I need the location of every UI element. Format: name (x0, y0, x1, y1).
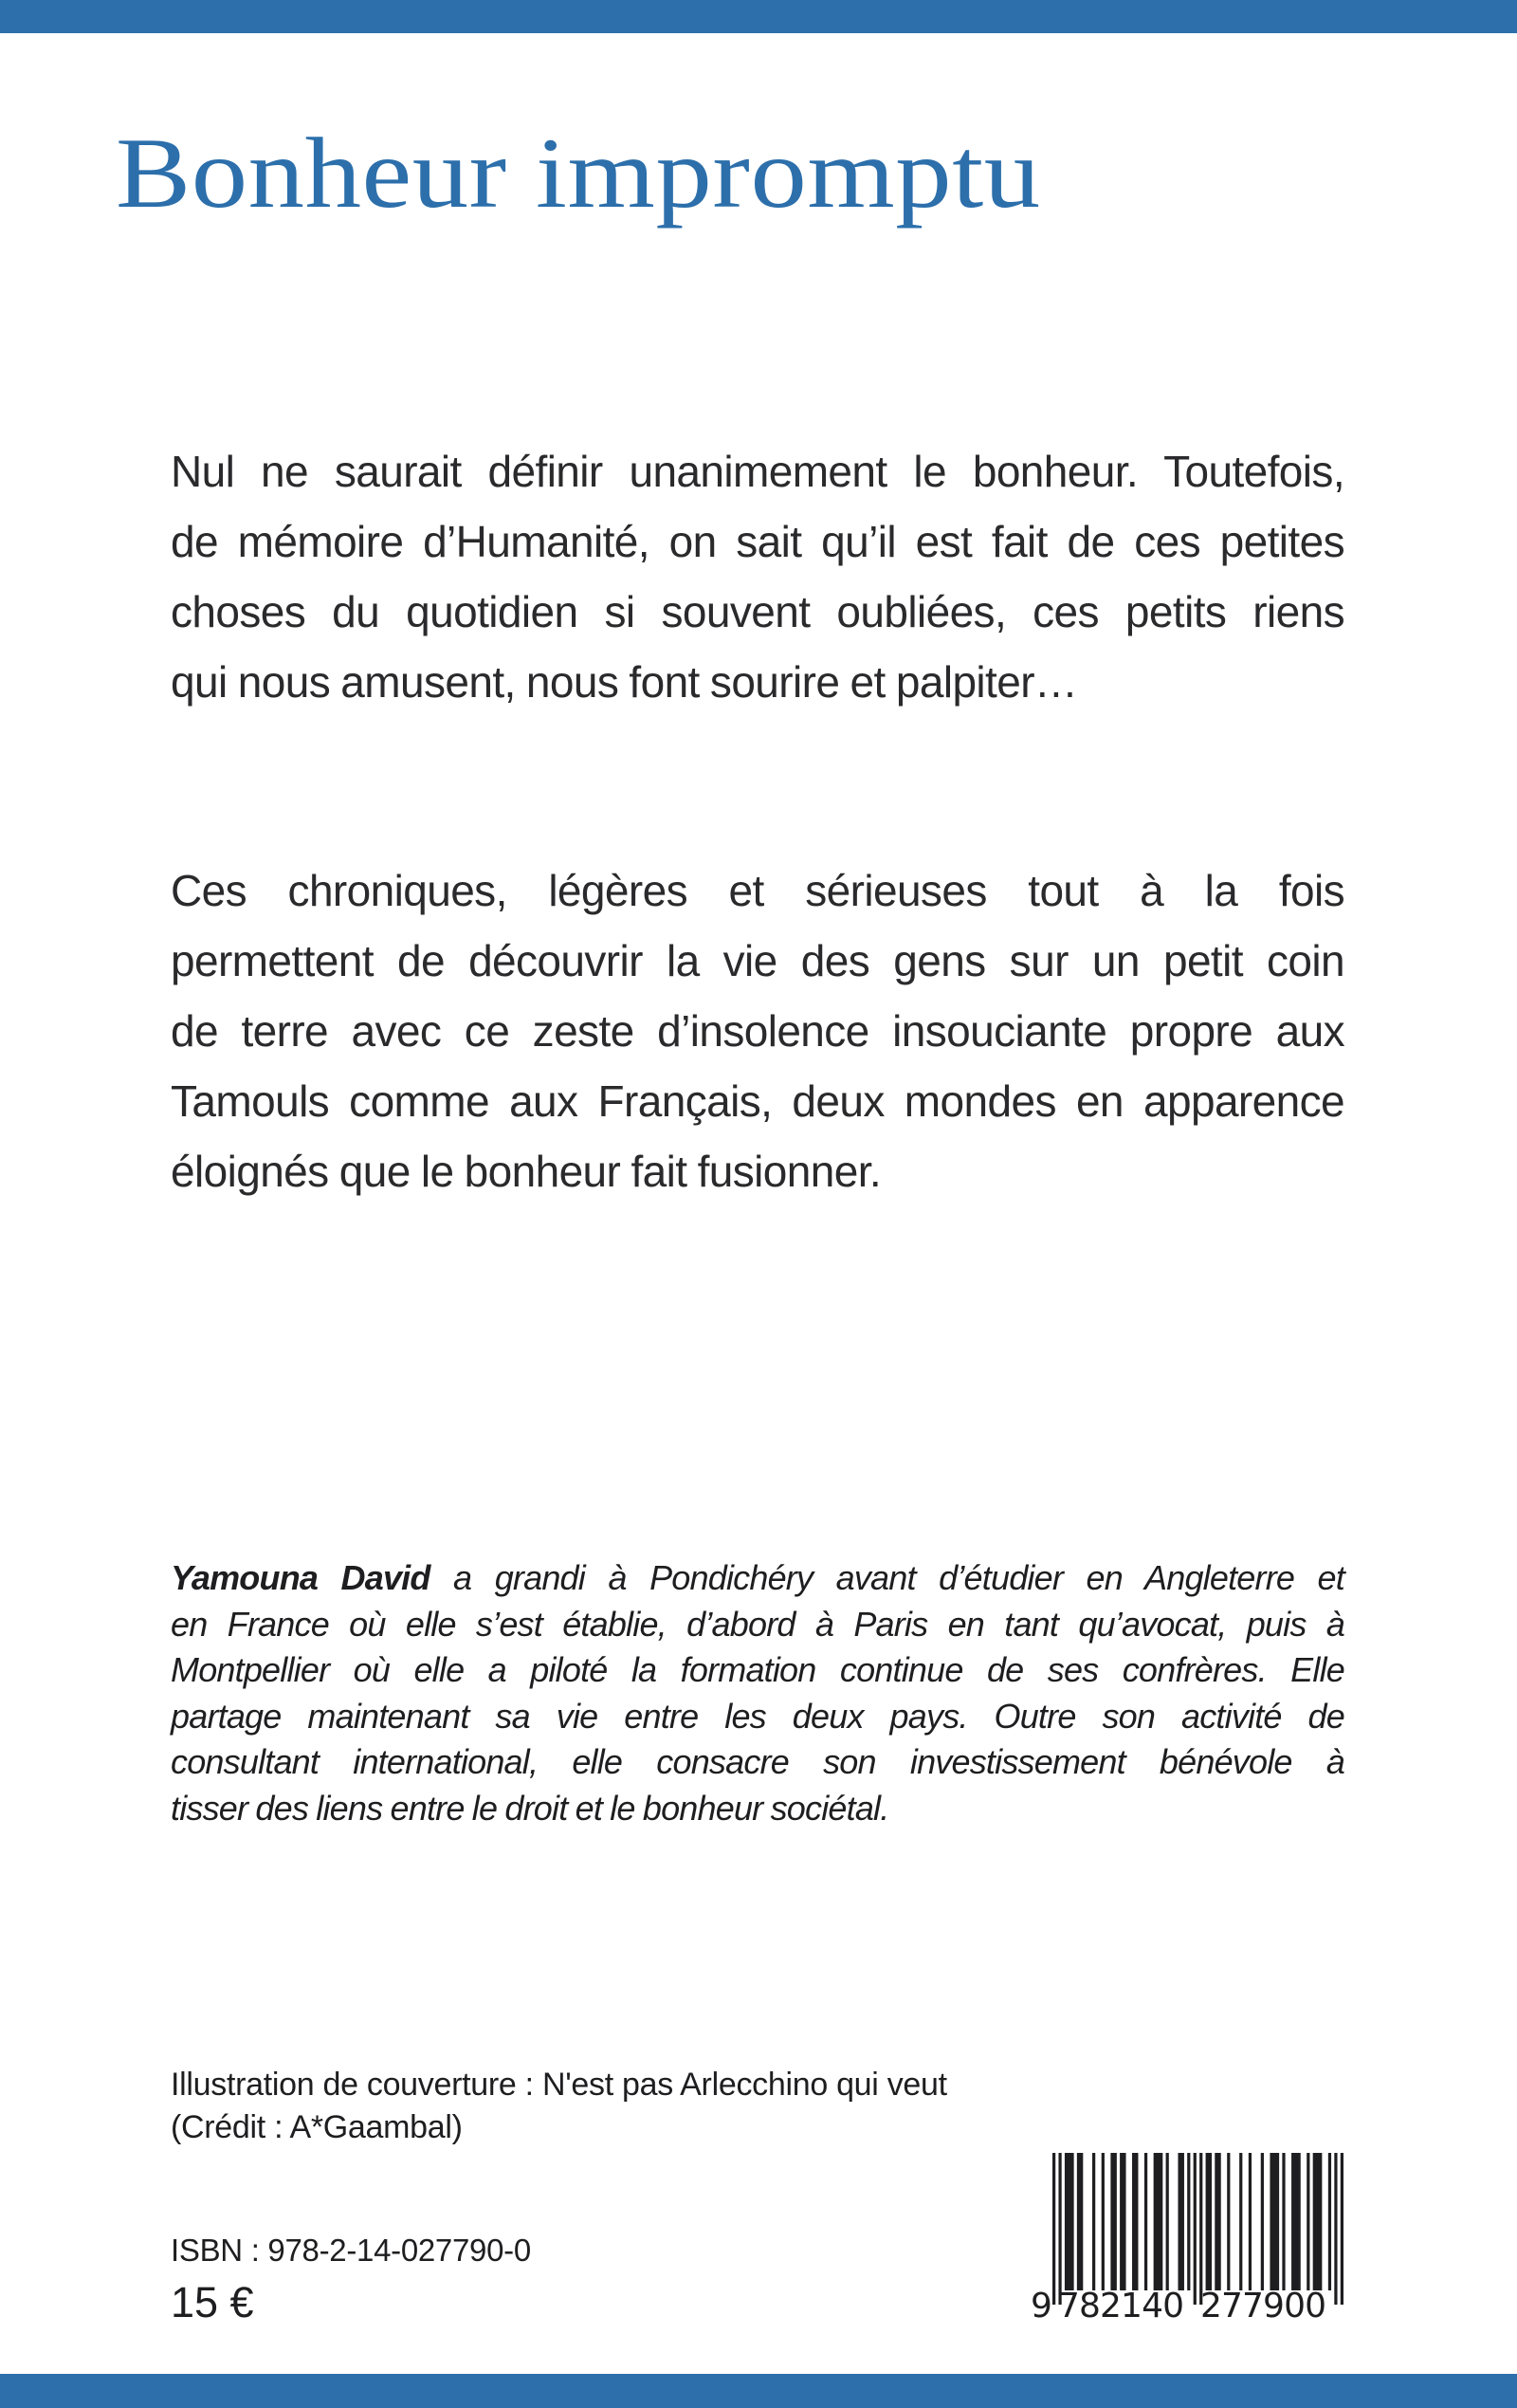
barcode-bar (1270, 2153, 1279, 2290)
blurb-line: qui nous amusent, nous font sourire et palpiter… (171, 657, 1078, 707)
barcode-bar (1282, 2153, 1285, 2290)
ean13-barcode (1024, 2145, 1356, 2335)
blurb-line: choses du quotidien si souvent oubliées, ces petits riens (171, 587, 1344, 636)
barcode-right-digits: 277900 (1200, 2287, 1326, 2325)
barcode-bar (1328, 2153, 1331, 2290)
barcode-bar (1166, 2153, 1169, 2290)
barcode-bar (1239, 2153, 1242, 2290)
barcode-first-digit: 9 (1031, 2287, 1052, 2325)
barcode-bar (1307, 2153, 1309, 2290)
barcode-bar (1154, 2153, 1163, 2290)
blurb-paragraph-2 (171, 855, 1344, 1206)
bio-line: partage maintenant sa vie entre les deux pays. Outre son activité de (171, 1696, 1344, 1736)
barcode-graphic (1024, 2145, 1356, 2335)
illustration-credit: Illustration de couverture : N'est pas Arlecchino qui veut (171, 2067, 947, 2103)
barcode-bar (1227, 2153, 1230, 2290)
book-title: Bonheur impromptu (116, 118, 1041, 229)
bio-text: a grandi à Pondichéry avant d’étudier en Angleterre et (430, 1558, 1344, 1597)
barcode-bars (1052, 2153, 1343, 2305)
blurb-paragraph-1 (171, 436, 1344, 717)
bio-line: tisser des liens entre le droit et le bonheur sociétal. (171, 1788, 889, 1828)
bio-line (171, 1555, 1344, 1602)
barcode-bar (1120, 2153, 1125, 2290)
blurb-line: de terre avec ce zeste d’insolence insouciante propre aux (171, 1006, 1344, 1056)
bottom-accent-bar (0, 2374, 1517, 2408)
barcode-bar (1215, 2153, 1220, 2290)
barcode-bar (1261, 2153, 1264, 2290)
barcode-bar (1132, 2153, 1138, 2290)
bio-line: en France où elle s’est établie, d’abord à Paris en tant qu’avocat, puis à (171, 1604, 1344, 1644)
barcode-bar (1206, 2153, 1212, 2290)
barcode-bar (1144, 2153, 1147, 2290)
bio-line: Montpellier où elle a piloté la formation continue de ses confrères. Elle (171, 1650, 1344, 1689)
blurb-line: Ces chroniques, légères et sérieuses tout à la fois (171, 866, 1344, 915)
barcode-bar (1092, 2153, 1095, 2290)
barcode-bar (1102, 2153, 1105, 2290)
barcode-bar (1313, 2153, 1323, 2290)
isbn-label: ISBN : 978-2-14-027790-0 (171, 2233, 531, 2268)
blurb-line: permettent de découvrir la vie des gens sur un petit coin (171, 936, 1344, 985)
barcode-bar (1187, 2153, 1190, 2290)
barcode-guard-bar (1058, 2153, 1061, 2305)
author-name: Yamouna David (171, 1558, 430, 1597)
artist-credit: (Crédit : A*Gaambal) (171, 2109, 463, 2145)
bio-line: consultant international, elle consacre son investissement bénévole à (171, 1742, 1344, 1781)
barcode-guard-bar (1199, 2153, 1202, 2305)
blurb-line: Tamouls comme aux Français, deux mondes en apparence (171, 1076, 1344, 1126)
barcode-guard-bar (1194, 2153, 1197, 2305)
blurb-line: de mémoire d’Humanité, on sait qu’il est fait de ces petites (171, 517, 1344, 566)
blurb-line: Nul ne saurait définir unanimement le bonheur. Toutefois, (171, 447, 1344, 496)
barcode-bar (1065, 2153, 1074, 2290)
author-bio (171, 1555, 1344, 1831)
barcode-guard-bar (1334, 2153, 1337, 2305)
price-label: 15 € (171, 2278, 254, 2326)
barcode-guard-bar (1341, 2153, 1343, 2305)
top-accent-bar (0, 0, 1517, 33)
cover-credits (171, 2064, 947, 2149)
barcode-bar (1110, 2153, 1116, 2290)
barcode-bar (1249, 2153, 1252, 2290)
barcode-bar (1291, 2153, 1301, 2290)
blurb-line: éloignés que le bonheur fait fusionner. (171, 1147, 882, 1196)
barcode-bar (1077, 2153, 1083, 2290)
barcode-bar (1178, 2153, 1183, 2290)
barcode-left-digits: 782140 (1058, 2287, 1184, 2325)
barcode-guard-bar (1052, 2153, 1055, 2305)
